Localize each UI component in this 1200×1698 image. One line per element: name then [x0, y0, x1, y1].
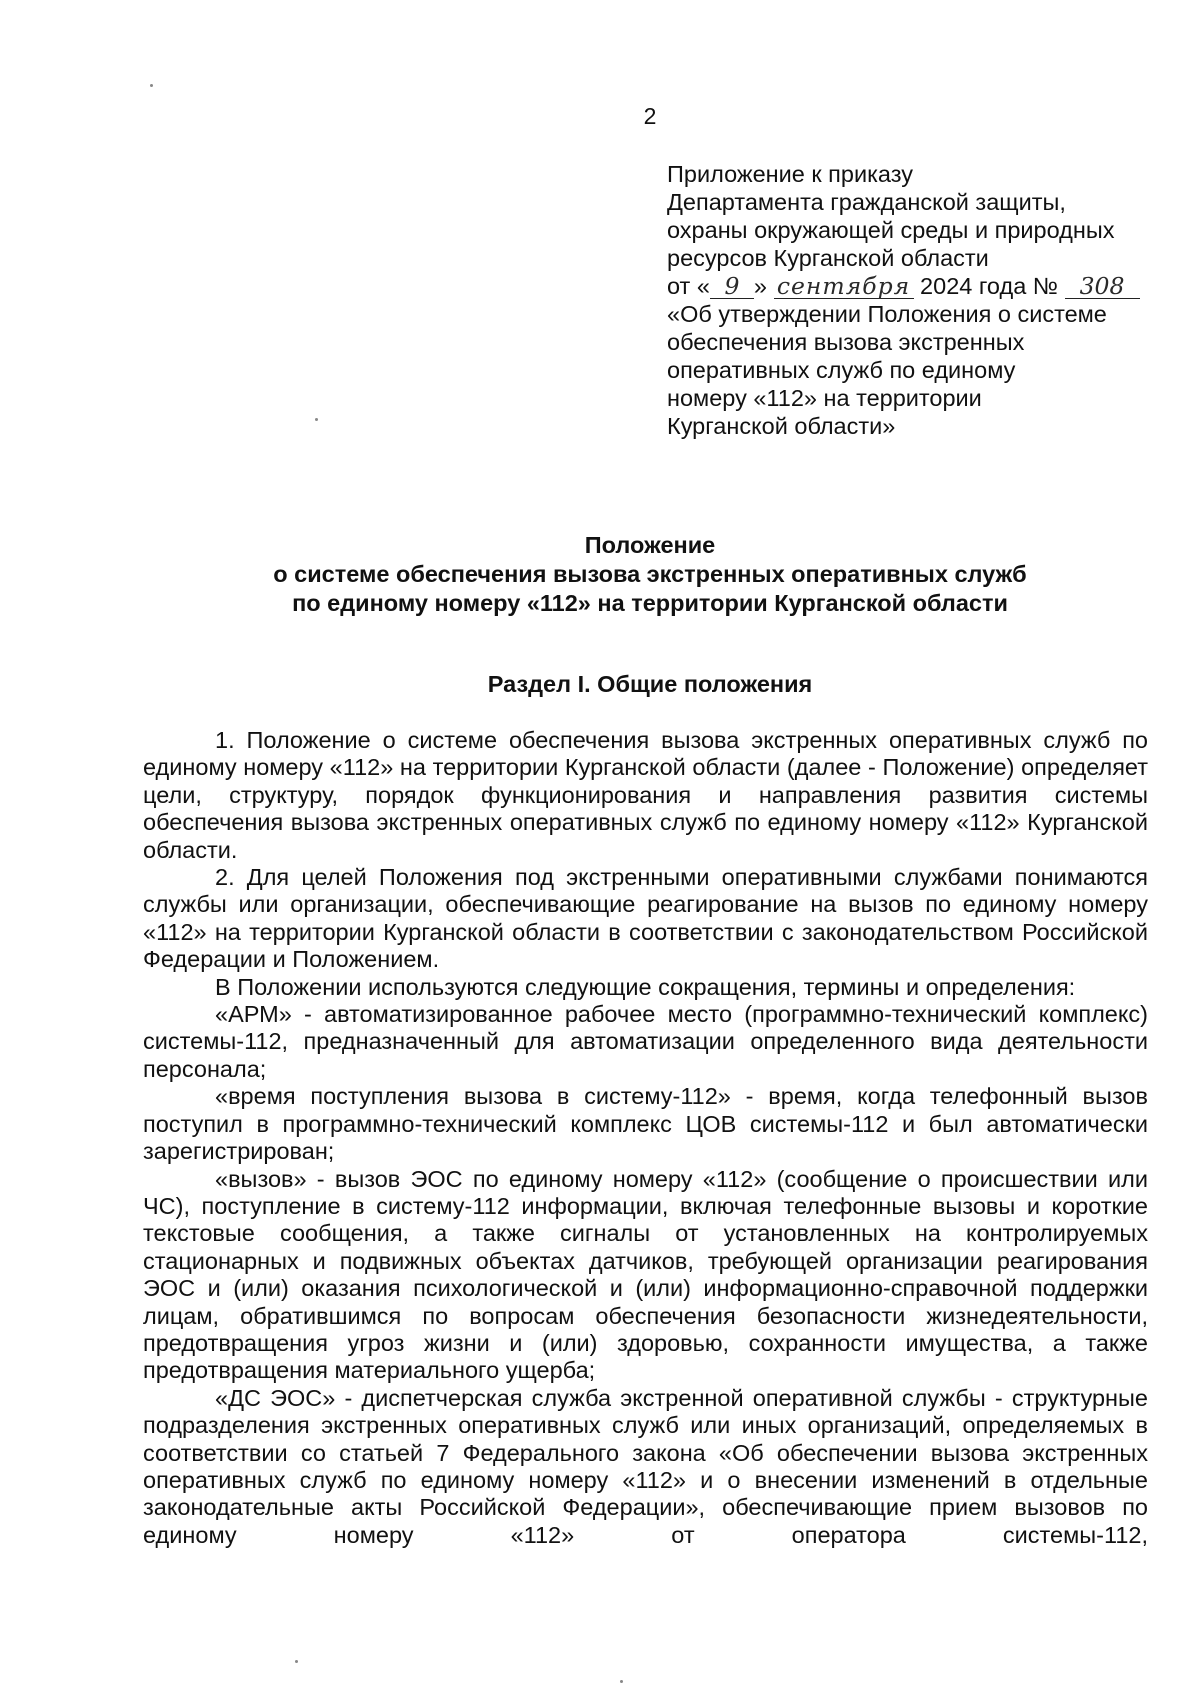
- date-year: 2024 года №: [913, 273, 1065, 299]
- appendix-line: Департамента гражданской защиты,: [667, 189, 1066, 215]
- appendix-title-line: Курганской области»: [667, 413, 896, 439]
- date-prefix: от «: [667, 273, 710, 299]
- handwritten-month: сентября: [774, 274, 914, 299]
- document-title-line: о системе обеспечения вызова экстренных оперативных служб: [273, 561, 1027, 587]
- appendix-title-line: номеру «112» на территории: [667, 385, 982, 411]
- handwritten-order-number: 308: [1065, 274, 1140, 299]
- appendix-date-line: [667, 272, 1147, 300]
- paragraph: 1. Положение о системе обеспечения вызова экстренных оперативных служб по единому номеру «112» на территории Курганской области (далее - Положение) определяет цели, структуру, порядок функционирования и направления развития системы обеспечения вызова экстренных оперативных служб по единому номеру «112» Курганской области.: [143, 727, 1148, 863]
- appendix-line: ресурсов Курганской области: [667, 245, 989, 271]
- paragraph: 2. Для целей Положения под экстренными оперативными службами понимаются службы или организации, обеспечивающие реагирование на вызов по единому номеру «112» на территории Курганской области в соответствии с законодательством Российской Федерации и Положением.: [143, 864, 1148, 973]
- document-title-line: по единому номеру «112» на территории Курганской области: [292, 590, 1008, 616]
- document-title: [230, 531, 1070, 618]
- handwritten-day: 9: [710, 274, 754, 299]
- document-title-line: Положение: [584, 532, 716, 558]
- page-number: 2: [643, 103, 657, 129]
- document-body: [143, 727, 1148, 1549]
- scan-speck: [295, 1660, 298, 1663]
- appendix-title-line: «Об утверждении Положения о системе: [667, 301, 1107, 327]
- appendix-title-line: оперативных служб по единому: [667, 357, 1016, 383]
- paragraph: В Положении используются следующие сокращения, термины и определения:: [215, 973, 1076, 1000]
- appendix-line: охраны окружающей среды и природных: [667, 217, 1115, 243]
- appendix-title-line: обеспечения вызова экстренных: [667, 329, 1025, 355]
- paragraph: «время поступления вызова в систему-112» - время, когда телефонный вызов поступил в программно-технический комплекс ЦОВ системы-112 и был автоматически зарегистрирован;: [143, 1083, 1148, 1165]
- scan-speck: [315, 418, 318, 421]
- paragraph: «ДС ЭОС» - диспетчерская служба экстренной оперативной службы - структурные подразделения экстренных оперативных служб или иных организаций, определяемых в соответствии со статьей 7 Федерального закона «Об обеспечении вызова экстренных оперативных служб по единому номеру «112» и о внесении изменений в отдельные законодательные акты Российской Федерации», обеспечивающие прием вызовов по единому номеру «112» от оператора системы-112,: [143, 1384, 1148, 1548]
- scan-speck: [150, 84, 153, 87]
- appendix-line: Приложение к приказу: [667, 161, 913, 187]
- date-mid: »: [753, 273, 774, 299]
- section-title: Раздел I. Общие положения: [487, 671, 813, 697]
- scan-speck: [620, 1680, 623, 1683]
- paragraph: «вызов» - вызов ЭОС по единому номеру «112» (сообщение о происшествии или ЧС), поступление в систему-112 информации, включая телефонные вызовы и короткие текстовые сообщения, а также сигналы от установленных на контролируемых стационарных и подвижных объектах датчиков, требующей организации реагирования ЭОС и (или) оказания психологической и (или) информационно-справочной поддержки лицам, обратившимся по вопросам обеспечения безопасности жизнедеятельности, предотвращения угроз жизни и (или) здоровью, сохранности имущества, а также предотвращения материального ущерба;: [143, 1165, 1148, 1384]
- appendix-header: [667, 160, 1147, 440]
- paragraph: «АРМ» - автоматизированное рабочее место (программно-технический комплекс) системы-112, предназначенный для автоматизации определенного вида деятельности персонала;: [143, 1001, 1148, 1082]
